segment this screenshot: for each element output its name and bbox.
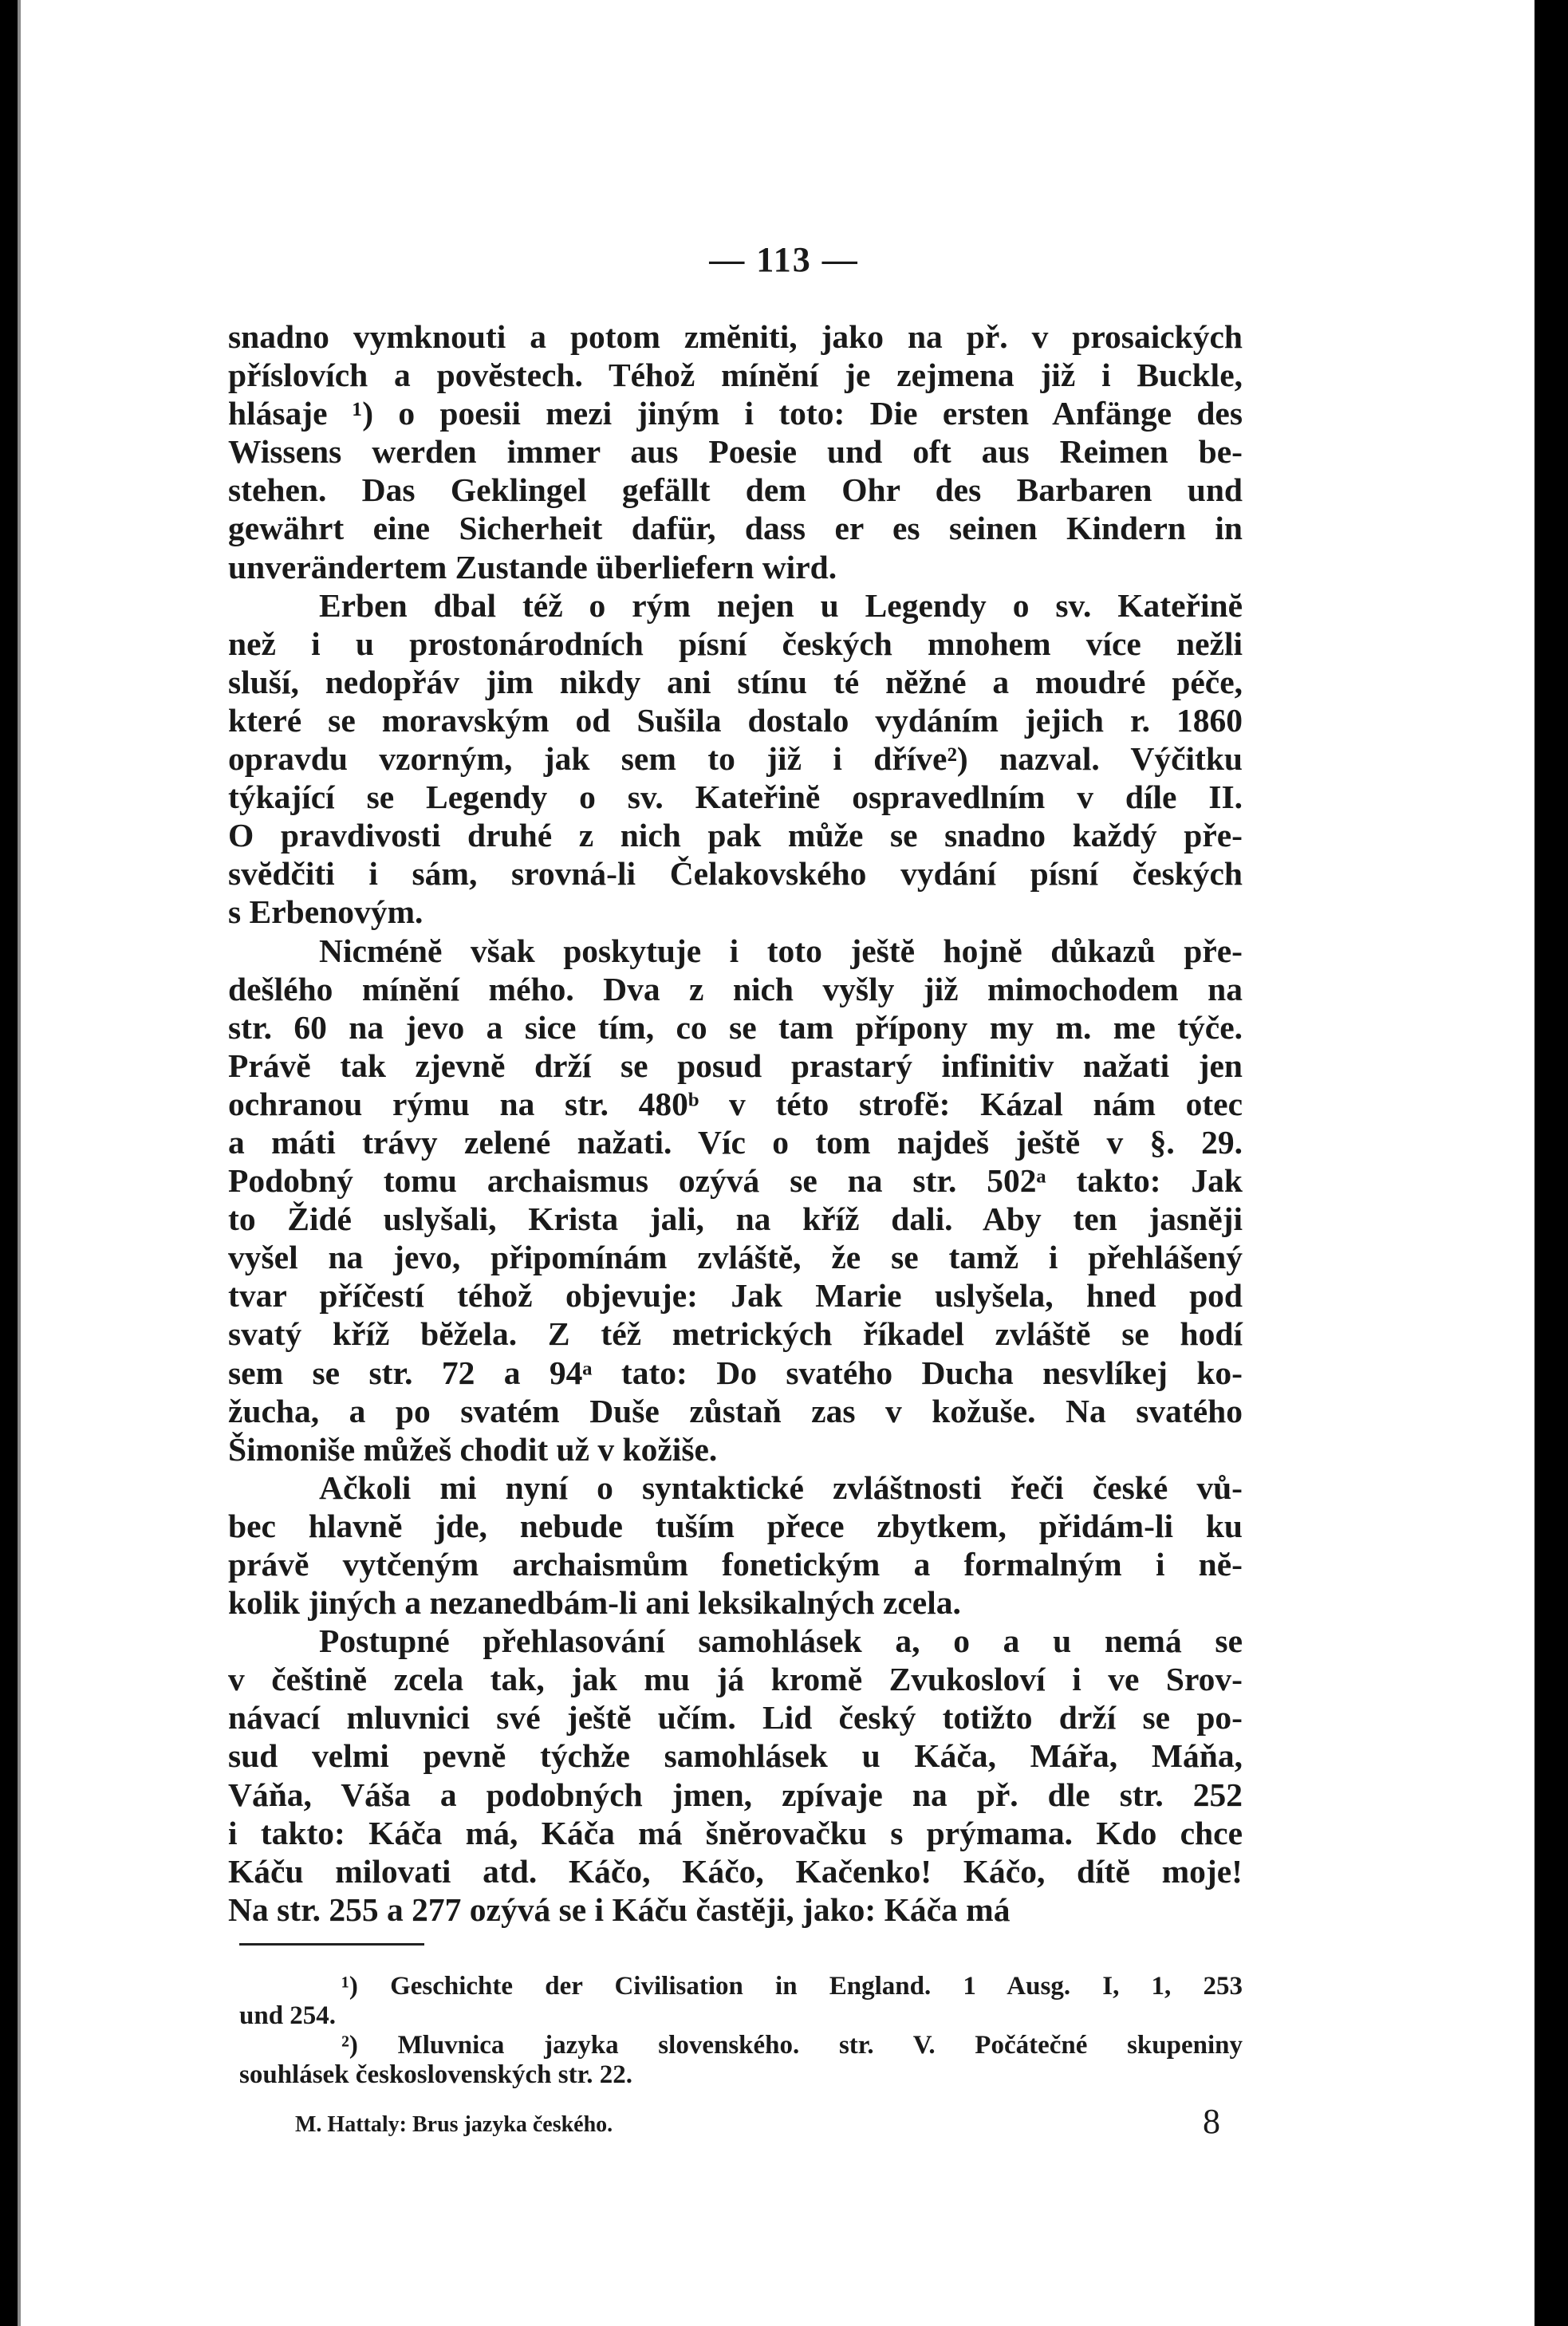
text-line: než i u prostonárodních písní českých mnohem více nežli — [228, 625, 1243, 662]
text-line: Postupné přehlasování samohlásek a, o a u nemá se — [319, 1622, 1243, 1660]
paragraph — [228, 1469, 1243, 1622]
scan-border-right — [1535, 0, 1568, 2326]
text-line: i takto: Káča má, Káča má šnĕrovačku s prýmama. Kdo chce — [228, 1814, 1243, 1851]
printer-signature: M. Hattaly: Brus jazyka českého. — [295, 2112, 613, 2137]
text-line: Nicménĕ však poskytuje i toto ještĕ hojnĕ důkazů pře- — [319, 932, 1243, 969]
footnote-line: ¹) Geschichte der Civilisation in England. 1 Ausg. I, 1, 253 — [341, 1972, 1243, 2001]
paragraph — [228, 1622, 1243, 1929]
text-line: Na str. 255 a 277 ozývá se i Káču častĕji, jako: Káča má — [228, 1890, 1011, 1928]
text-line: vyšel na jevo, připomínám zvláštĕ, že se tamž i přehlášený — [228, 1239, 1243, 1276]
footnote — [239, 1972, 1243, 2031]
text-line: str. 60 na jevo a sice tím, co se tam přípony my m. me týče. — [228, 1008, 1243, 1046]
paragraph — [228, 586, 1243, 932]
footnote-line: ²) Mluvnica jazyka slovenského. str. V. Počátečné skupeniny — [341, 2031, 1243, 2060]
page-number: — 113 — — [709, 240, 859, 279]
text-line: opravdu vzorným, jak sem to již i dříve²) nazval. Výčitku — [228, 740, 1243, 778]
text-line: Podobný tomu archaismus ozývá se na str. 502ᵃ takto: Jak — [228, 1162, 1243, 1200]
text-line: to Židé uslyšali, Krista jali, na kříž dali. Aby ten jasnĕji — [228, 1200, 1243, 1238]
scan-border-left-edge — [18, 0, 21, 2326]
text-line: Káču milovati atd. Káčo, Káčo, Kačenko! Káčo, dítĕ moje! — [228, 1852, 1243, 1890]
text-line: Erben dbal též o rým nejen u Legendy o sv. Kateřinĕ — [319, 586, 1243, 624]
footnote — [239, 2031, 1243, 2090]
text-line: snadno vymknouti a potom zmĕniti, jako na př. v prosaických — [228, 318, 1243, 355]
footnotes — [239, 1972, 1243, 2090]
footnote-line: souhlásek československých str. 22. — [239, 2060, 632, 2089]
text-line: právĕ vytčeným archaismům fonetickým a formalným i nĕ- — [228, 1546, 1243, 1583]
text-line: svatý kříž bĕžela. Z též metrických říkadel zvláštĕ se hodí — [228, 1315, 1243, 1353]
text-line: dešlého mínĕní mého. Dva z nich vyšly již mimochodem na — [228, 970, 1243, 1007]
text-line: týkající se Legendy o sv. Kateřinĕ ospravedlním v díle II. — [228, 779, 1243, 816]
body-text — [228, 317, 1243, 1929]
text-line: unverändertem Zustande überliefern wird. — [228, 548, 837, 585]
footnote-line: und 254. — [239, 2001, 337, 2030]
text-line: svĕdčiti i sám, srovná-li Čelakovského vydání písní českých — [228, 855, 1243, 893]
text-line: návací mluvnici své ještĕ učím. Lid český totižto drží se po- — [228, 1699, 1243, 1737]
text-line: sem se str. 72 a 94ᵃ tato: Do svatého Ducha nesvlíkej ko- — [228, 1354, 1243, 1391]
text-line: tvar příčestí téhož objevuje: Jak Marie uslyšela, hned pod — [228, 1277, 1243, 1315]
text-line: Ačkoli mi nyní o syntaktické zvláštnosti řeči české vů- — [319, 1469, 1243, 1506]
text-line: hlásaje ¹) o poesii mezi jiným i toto: Die ersten Anfänge des — [228, 395, 1243, 432]
text-line: O pravdivosti druhé z nich pak může se snadno každý pře- — [228, 817, 1243, 854]
text-line: Váňa, Váša a podobných jmen, zpívaje na př. dle str. 252 — [228, 1776, 1243, 1813]
text-line: Právĕ tak zjevnĕ drží se posud prastarý infinitiv nažati jen — [228, 1047, 1243, 1084]
text-line: kolik jiných a nezanedbám-li ani leksikalných zcela. — [228, 1584, 961, 1622]
text-line: Šimoniše můžeš chodit už v kožiše. — [228, 1430, 718, 1468]
scan-border-left — [0, 0, 18, 2326]
signature-number: 8 — [1203, 2102, 1220, 2141]
text-line: s Erbenovým. — [228, 893, 424, 931]
text-line: gewährt eine Sicherheit dafür, dass er es seinen Kindern in — [228, 510, 1243, 547]
text-line: a máti trávy zelené nažati. Víc o tom najdeš ještĕ v §. 29. — [228, 1123, 1243, 1161]
text-line: ochranou rýmu na str. 480ᵇ v této strofĕ: Kázal nám otec — [228, 1085, 1243, 1122]
text-line: Wissens werden immer aus Poesie und oft aus Reimen be- — [228, 433, 1243, 471]
text-line: sud velmi pevnĕ týchže samohlásek u Káča, Mářa, Máňa, — [228, 1737, 1243, 1775]
paragraph — [228, 932, 1243, 1469]
text-line: které se moravským od Sušila dostalo vydáním jejich r. 1860 — [228, 701, 1243, 739]
paragraph — [228, 317, 1243, 586]
text-line: bec hlavnĕ jde, nebude tuším přece zbytkem, přidám-li ku — [228, 1507, 1243, 1544]
text-line: v češtinĕ zcela tak, jak mu já kromĕ Zvukosloví i ve Srov- — [228, 1661, 1243, 1698]
text-line: žucha, a po svatém Duše zůstaň zas v kožuše. Na svatého — [228, 1392, 1243, 1429]
text-line: příslovích a povĕstech. Téhož mínĕní je zejmena již i Buckle, — [228, 357, 1243, 394]
footnote-rule — [239, 1943, 424, 1946]
text-line: sluší, nedopřáv jim nikdy ani stínu té nĕžné a moudré péče, — [228, 663, 1243, 700]
text-line: stehen. Das Geklingel gefällt dem Ohr des Barbaren und — [228, 471, 1243, 509]
